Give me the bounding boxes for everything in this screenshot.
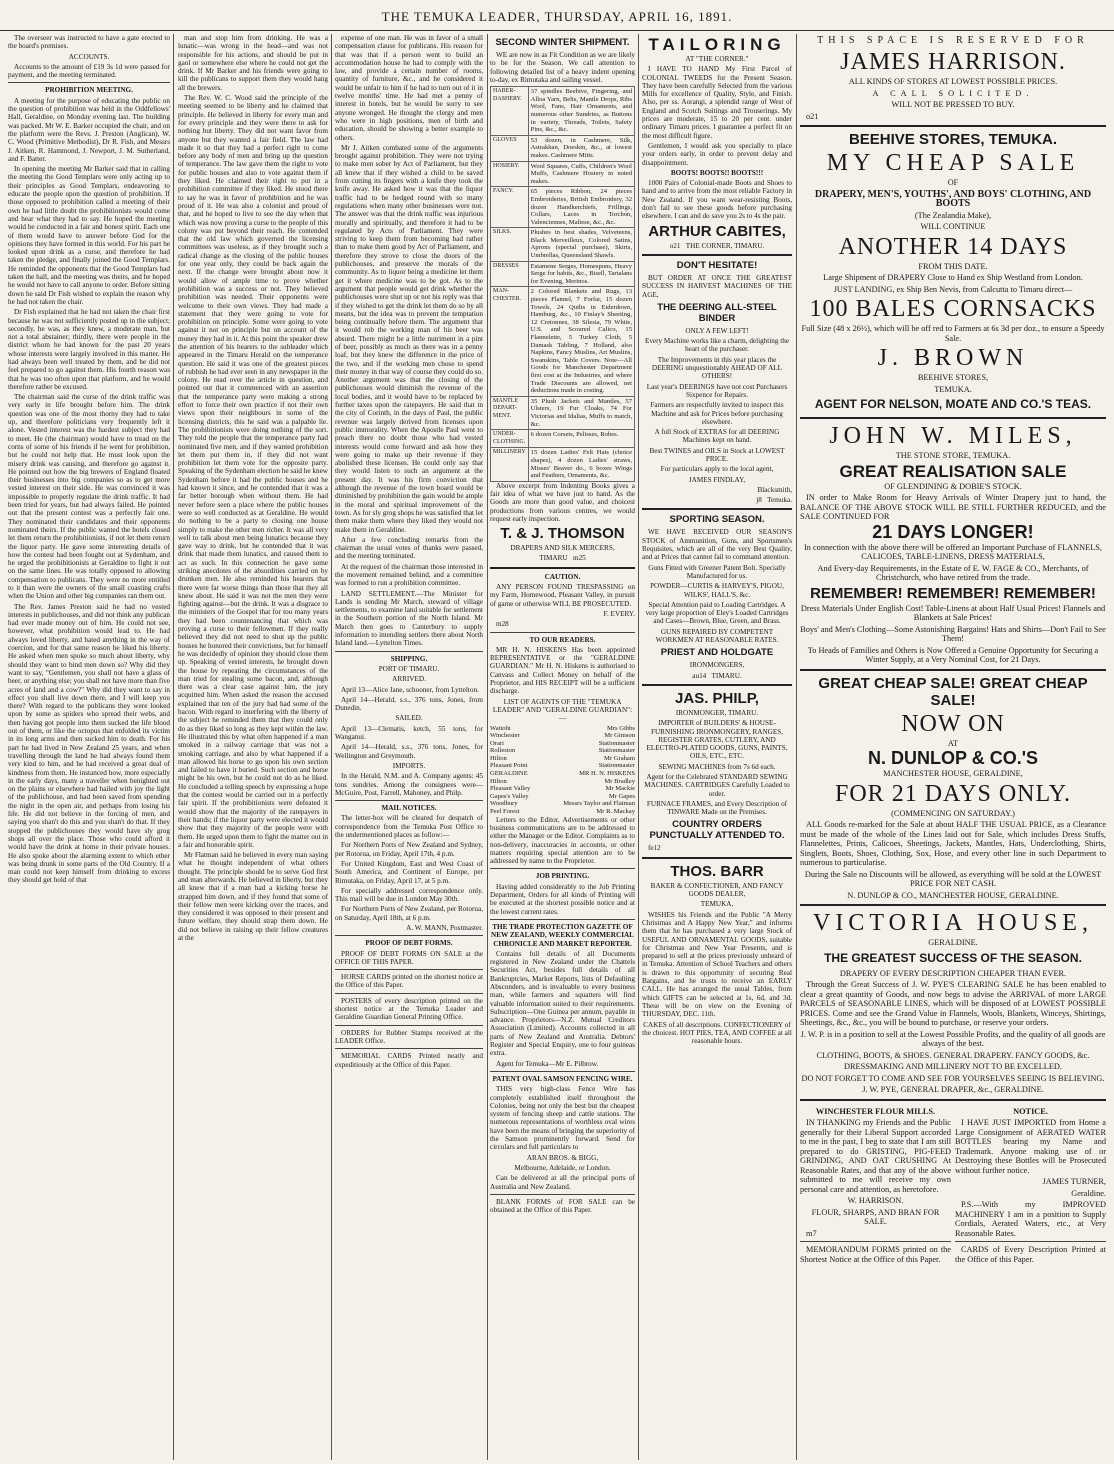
notice-heading: NOTICE. (1013, 1106, 1048, 1116)
agent-row (490, 732, 635, 740)
masthead: THE TEMUKA LEADER, THURSDAY, APRIL 16, 1891. (0, 6, 1114, 31)
shipping-subhead: IMPORTS. (392, 761, 426, 770)
sporting-line: GUNS REPAIRED BY COMPETENT WORKMEN AT REASONABLE RATES. (655, 627, 779, 645)
dunlop-sub: MANCHESTER HOUSE, GERALDINE, (883, 769, 1023, 778)
thomson-name: T. & J. THOMSON (500, 525, 625, 543)
shipment-heading: SECOND WINTER SHIPMENT. (495, 37, 630, 48)
divider (800, 1241, 951, 1242)
deering-line: Best TWINES and OILS in Stock at LOWEST PRICE. (649, 446, 785, 463)
for-21-days: FOR 21 DAYS ONLY. (835, 780, 1071, 807)
agent-name: Mr Gapes (608, 792, 635, 800)
hesitate-body: BUT ORDER AT ONCE THE GREATEST SUCCESS IN HARVEST MACHINES OF THE AGE, (642, 273, 792, 299)
ad-code: o21 (806, 111, 819, 121)
stock-category: MILLINERY (491, 448, 529, 481)
mills-flour: FLOUR, SHARPS, AND BRAN FOR SALE. (811, 1207, 940, 1226)
reserved-line: THIS SPACE IS RESERVED FOR (817, 35, 1089, 46)
ad-code: o21 (669, 241, 681, 250)
mills-sign: W. HARRISON. (847, 1196, 904, 1205)
stock-row (491, 448, 635, 481)
stock-category: DRESSES (491, 261, 529, 287)
brown-town: TEMUKA. (934, 384, 972, 394)
stock-category: GLOVES (491, 135, 529, 161)
tailoring-sub: AT "THE CORNER." (685, 55, 749, 63)
article-paragraph: man and stop him from drinking. He was a lunatic—was wrong in the head—and was not responsible for his actions, and should be put in gaol or somewhere else where he could not get the drink. If Mr Barker and his friends were going to kill the publicans to support them they would hang all the brewers. (178, 34, 328, 92)
mail-entry: For Northern Ports of New Zealand and Sydney, per Rotorua, on Friday, April 17th, 4 p.m. (335, 841, 483, 858)
caution-heading: CAUTION. (544, 572, 581, 581)
pye-line: DRESSMAKING AND MILLINERY NOT TO BE EXCELLED. (844, 1062, 1062, 1071)
victoria-name: VICTORIA HOUSE, (813, 910, 1093, 936)
realisation-body: IN order to Make Room for Heavy Arrivals of Winter Drapery just to hand, the BALANCE OF THE ABOVE STOCK WILL BE STILL FURTHER REDUCED, and the SALE CONTINUED FOR (800, 493, 1106, 521)
stock-details: 65 pieces Ribbon, 24 pieces Embroideries, British Embroidery, 32 dozen Handkerchiefs, Frillings, Collars, Laces in Torchon, Valenciennes, Maltese, &c., &c. (528, 187, 634, 228)
agent-place: Hilton (490, 777, 507, 785)
priest-town-name: TIMARU. (711, 671, 742, 680)
remember-line: To Heads of Families and Others is Now Offered a Genuine Opportunity for Securing a Winter Supply, at a Very Nominal Cost, for 21 Days. (807, 645, 1099, 664)
stock-row (491, 87, 635, 136)
stock-details: 15 dozen Ladies' Felt Hats (choice shapes), 4 dozen Ladies' straws, Misses' Beaver do., 6 boxes Wings and Feathers, Ornaments, &c. (528, 448, 634, 481)
mail-signature: A. W. MANN, Postmaster. (406, 923, 483, 932)
blank-forms-ad: BLANK FORMS of FOR SALE can be obtained at the Office of this Paper. (490, 1197, 635, 1215)
article-heading: PROHIBITION MEETING. (45, 86, 133, 95)
article-paragraph: Dr Fish explained that he had not taken the chair first because he was not sufficiently posted up in the subject; secondly, he was, as they knew, a moderate man, but not a total abstainer; thirdly, there were people in the district whom he had known for the past 20 years whose interests were largely involved in this matter. He had always been well treated by them, and he did not feel prepared to go against them. His fourth reason was that he was too often upon that platform, and he would therefore rather be excused. (8, 308, 170, 391)
stock-category: FANCY. (491, 187, 529, 228)
agent-row (490, 755, 635, 763)
divider (642, 684, 792, 686)
deering-line: The Improvements in this year places the DEERING unquestionably AHEAD OF ALL OTHERS! (651, 355, 783, 381)
mail-entry: The letter-box will be cleared for despatch of correspondence from the Temuka Post Office to the undermentioned places as follow:— (335, 814, 483, 840)
divider (800, 904, 1106, 906)
stock-details: 2 Colored Blankets and Rugs, 13 pieces Flannel, 7 Forfar, 15 dozen Towels, 24 Quilts in Eiderdown, Hamburg, &c., 10 Finlay's Sheeting, 12 Cretonnes, 38 Silesia, 79 White, U.S. and Scoured Calico, 15 Flannelette, 5 Turkey Cloth, 5 Damask Tabling, 7 Holland, also Napkins, Fancy Muslins, Art Muslins, Swanskins, Table Covers. Note—All Goods for Manchester Department first cost at the Industries, and where Trade Discounts are allowed, net deductions made in costing. (528, 287, 634, 396)
mail-entry: For United Kingdom, East and West Coast of South America, and Continent of Europe, per Rimutaka, on Friday, April 17, at 5 p.m. (335, 859, 483, 885)
remember-line: Dress Materials Under English Cost! Table-Linens at about Half Usual Prices! Flannels and Blankets at Sale Prices! (800, 603, 1106, 622)
agent-place: Winchester (490, 732, 520, 740)
divider (335, 935, 483, 936)
philp-line: Agent for the Celebrated STANDARD SEWING MACHINES. CARTRIDGES Carefully Loaded to order. (644, 773, 790, 798)
zealandia-line: (The Zealandia Make), (914, 210, 992, 220)
stock-details: 35 Plush Jackets and Mantles, 57 Ulsters, 19 Fur Cloaks, 74 For Victorias and Idalias, Muffs to match, &c. (528, 396, 634, 429)
stock-row (491, 135, 635, 161)
divider (335, 969, 483, 970)
findlay-sub: Blacksmith, (757, 485, 792, 494)
mills-ad (800, 1105, 951, 1267)
divider (490, 632, 635, 633)
fence-body: THIS very high-class Fence Wire has completely established itself throughout the Colonies, being not only the best but the cheapest system of fencing sheep and cattle stations. The numerous representations of worthless oval wires have been the means of bringing the superiority of the Samson prominently forward. Send for circulars and full particulars to (490, 1085, 635, 1152)
shipping-entry: April 13—Clematis, ketch, 55 tons, for Wanganui. (335, 724, 483, 742)
agent-name: Mr Bradley (604, 777, 635, 785)
divider (335, 800, 483, 801)
notice-body: I HAVE JUST IMPORTED from Home a Large Consignment of AERATED WATER BOTTLES bearing my Name and Trademark. Anyone making use of or Destroying these Bottles will be Prosecuted without further notice. (955, 1118, 1106, 1175)
job-body: Having added considerably to the Job Printing Department, Orders for all kinds of Printing will be executed at the shortest possible notice and at the lowest current rates. (490, 882, 635, 916)
harrison-line: A CALL SOLICITED. (872, 88, 1034, 98)
agent-name: Messrs Taylor and Flatman (563, 800, 635, 808)
agents-heading: LIST OF AGENTS OF THE "TEMUKA LEADER" AND "GERALDINE GUARDIAN":— (492, 697, 633, 723)
dunlop-name: N. DUNLOP & CO.'S (868, 748, 1038, 768)
agent-row (490, 725, 635, 733)
days-longer: 21 DAYS LONGER! (872, 521, 1034, 542)
cornsacks-heading: 100 BALES CORNSACKS (809, 296, 1097, 322)
divider (642, 254, 792, 256)
rubber-stamps-ad: ORDERS for Rubber Stamps received at the LEADER Office. (335, 1028, 483, 1045)
findlay-name: JAMES FINDLAY, (688, 475, 746, 484)
pye-body: Through the Great Success of J. W. PYE'S CLEARING SALE he has been enabled to clear a great quantity of Goods, and now begs to advise the ARRIVAL of more LARGE PARCELS of SEASONABLE LINES, which will be disposed of at LOWEST POSSIBLE PRICES. Come and see the Grand Value in Flannels, Wools, Blankets, Winceys, Shirtings, Sheetings, &c., &c., you will be bound to purchase, or reserve your orders. (800, 980, 1106, 1027)
pye-sign: J. W. PYE, GENERAL DRAPER, &c., GERALDINE. (862, 1085, 1044, 1094)
stock-details: 53 dozen, in Cashmere, Silk, Astrakhan, Doeskin, &c., at lowest makes. Cashmere Mitts. (528, 135, 634, 161)
realisation-heading: GREAT REALISATION SALE (839, 461, 1067, 481)
divider (335, 1025, 483, 1026)
shipping-entry: April 13—Alice Jane, schooner, from Lyttelton. (341, 685, 479, 694)
caution-sign: F. EVERY. (603, 609, 635, 618)
cornsacks-sub: Full Size (48 x 26½), which will be off red to Farmers at 6s 3d per doz., to ensure a Speedy Sale. (801, 324, 1105, 343)
divider (642, 857, 792, 859)
agent-name: Mr Gimson (604, 732, 635, 740)
drapery-line: DRAPERY OF EVERY DESCRIPTION CHEAPER THAN EVER. (839, 968, 1067, 978)
pye-line: CLOTHING, BOOTS, & SHOES. GENERAL DRAPERY. FANCY GOODS, &c. (816, 1050, 1090, 1060)
article-paragraph: expense of one man. He was in favor of a small compensation clause for publicans. His reason for that was that if a person went to build an accommodation house he had to comply with the law, and provide a certain number of rooms, quantity of furniture, &c., and he considered it would be unfair to him if he had to turn out of it in twelve months' time. He had met a penny of interest in hotels, but he would be sorry to see anyone wronged. He thought the clergy and men who were in high positions, men of birth and education, should be showing a better example to others. (335, 34, 483, 142)
agent-name: Mr Graham (604, 754, 635, 762)
beehive-heading: BEEHIVE STORES, TEMUKA. (848, 131, 1058, 148)
mail-entry: For Northern Ports of New Zealand, per Rotorua, on Saturday, April 18th, at 6 p.m. (335, 905, 483, 922)
remember-line: Boys' and Men's Clothing—Some Astonishing Bargains! Hats and Shirts—Don't Fail to See Them! (800, 624, 1106, 643)
column-prohibition-meeting (8, 34, 170, 1460)
column-rule (796, 34, 797, 1460)
of-label: OF (947, 178, 959, 187)
article-paragraph: The overseer was instructed to have a gate erected to the board's premises. (8, 34, 170, 51)
stock-row (491, 161, 635, 187)
horse-cards-ad: HORSE CARDS printed on the shortest notice at the Office of this Paper. (335, 973, 483, 990)
priest-sub: IRONMONGERS, (689, 661, 745, 670)
barr-name: THOS. BARR (670, 862, 764, 880)
bottom-ads (800, 1105, 1106, 1267)
harrison-name: JAMES HARRISON. (840, 49, 1066, 75)
article-paragraph: The Rev. W. C. Wood said the principle of the meeting seemed to be liberty and he claimed that principle. He believed in liberty for every man and for every principle and they were there to ask for nothing but liberty. They did not want favor from anyone but they wanted a fair field. The law had made it so that they had a perfect right to come before any body of men and bring up the question of temperance. The law gave them the right to vote for public houses and also to vote against them if they liked. He claimed their right to put in a prohibition committee if they liked. He stood there to say he was in favor of prohibition and he was proud of it. He was also a colonist and proud of that, and he hoped to live to see the day when that which was now proving a curse to the people of this colony was put beyond their reach. He contended that the old law which governed the licensing committees was useless, as if they brought such a radical change as the closing of the public houses for one year only, they could be back again the next. If the change were brought about now it would allow of ample time to prove whether prohibition was a success or not. They believed prohibition was needed. Their opponents were welcome to their own views. They had made a statement that they were going to vote for prohibition on principle. Some were going to vote against it not on principle but on account of the money they had in it. At this point the speaker drew the attention of his hearers to the subleader which appeared in the Timaru Herald on the temperance question. He said it was one of the greatest pieces of rubbish he had ever seen in any newspaper in the colony. He read over the article in question, and pointed out that it commenced with an assertion that the temperance party were making a strong effort to force their own practice if not their own views upon their neighbours in some of the licensing districts, this he said was a palpable lie. The prohibitionists were doing nothing of the sort. They told the people that the temperance party had nominated five men, and if they wanted prohibition let them put them in, if they did not want prohibition let them vote for the opposite party. Speaking of the Sydenham election he said he knew Sydenham before it had the public houses and he had known it since, and he contended that it was a far better borough when without them. He had never before seen a place where the public houses were so well conducted as at Geraldine. He would do nothing to be a party to closing one house simply to make the other men richer. It was all very well to talk about men being lunatics because they gave way to drink, but he contended that it was drink that made them lunatics, and caused them to act as such. In this connection he gave some striking anecdotes of the absurdities carried on by drunken men. He also reminded his hearers that there were far worse things than those that they all knew about. He said it was not the men they were fighting against—but the drink. It was a disgrace to the ministers of the Gospel that for too many years they had been countenancing that which was proving a curse to their fellowmen. If they really believed they did not need to shut up the public houses he honored their convictions, but for himself he was decidedly of opinion they should close them up. Speaking of vested interests, he brought down the house by repeating the circumstances of the man tried for stealing some bacon, and, although there was a clear case against him, the jury acquitted him. When asked the reason the accused explained that ten of the jury had had some of the bacon. With regard to interfering with the liberty of the subject he reminded them that they could only do as they liked so long as they kept within the law. He illustrated this by what often happened if a man smoked in a railway carriage that was not a smoking carriage, and also by what happened if a man allowed his horse to go upon his own section and failed to have it buried. Such section and horse might be his own, but he could not do as he liked. He concluded a telling speech by expressing a hope that the contest would be carried out in a perfectly fair spirit. If the prohibitionists were defeated it would show that the majority of the ratepayers in their hands; if the liquor party were elected it would show that they majority of the people were with them. He urged upon them to fight the matter out in a fair and honorable spirit. (178, 94, 328, 849)
article-paragraph: The chairman said the curse of the drink traffic was very early in life brought before him. The drink question was one of the most thorny they had to take up, and therefore politicians very frequently left it alone. Vested interest was the hardest subject they had to meet. He (the chairman) would have to tread on the corns of some of his friends if he went for prohibition, but he could not help that. He must look upon the misery drink was causing, and therefore go against it. He pointed out how the big brewers of England floated their businesses into big companies so as to get more vested interest on their side. He was convinced it was impossible to properly regulate the drink traffic. It had been tried for years, but had always failed. He pointed out that the present contest was a perfectly fair one. They nominated their candidates and their opponents nominated theirs. If the public wanted the hotels closed let them return the prohibitionists, if not let them return the liquor party. He gave some interesting details of how the contest had been fought out at Sydenham, and he urged the prohibitionists at Geraldine to fight it out on the same lines. He was totally opposed to allowing compensation to publicans. They were no more entitled to it than were the owners of the small coasting crafts when the Union and other big companies ran them out. (8, 393, 170, 601)
barr-cakes: CAKES of all descriptions. CONFECTIONERY of the choicest. HOT PIES, TEA, AND COFFEE at all reasonable hours. (642, 1020, 792, 1046)
article-paragraph: Mr J. Aitken combated some of the arguments brought against prohibition. They were not trying to make men sober by Act of Parliament, but they all knew that if they wished a child to be saved from cutting its fingers with a knife they took the knife away. He asked how it was that the liquor traffic had to be hedged round with so many regulations when many other businesses were not. The answer was that the drink traffic was injurious morally and spiritually, and therefore it had to be regulated by Acts of Parliament. They were striving to keep them from becoming bad rather than to make them good by Act of Parliament, and therefore they strove to close the doors of the publichouses, and preserve the morals of the community. As to liquor being a medicine let them get it where medicine was to be got. As to the argument that people would get drink whether the publichouses were shut up or not his reply was that if they wished to get the drink let them do so by all means, but the idea was to prevent the temptation being continually before them. The argument that it would rob the working man of his beer was absurd. There might be a little nutriment in a pint of beer, possibly as much as there was in a penny loaf, but they knew the difference in the price of the two, and if the working men chose to spend their money in that way of course they could do so. Another argument was that the closing of the publichouses would diminish the revenue of the local bodies, and it would have to be replaced by further taxes upon the ratepayers. He said that in the city of Corinth, in the days of Paul, the public revenue was largely derived from licenses upon public immorality. When the Apostle Paul went to preach there no doubt those who had vested interests would come forward and ask how they were going to make up their revenue if they abolished these licenses. He could only say that they would listen to such an argument at the present day. It was his firm conviction that although the revenue of the town board would be diminished by prohibition the gain would be ample in the moral and spiritual improvement of the town. As for sly grog shops he was satisfied that let them make them where they liked they would not make them in Geraldine. (335, 143, 483, 534)
stock-details: Estamene Serges, Homespuns, Heavy Serge for habits, &c., Bisell, Tartalans for Evening, Merinos. (528, 261, 634, 287)
agent-place: Gapes's Valley (490, 792, 529, 800)
continue-line: WILL CONTINUE (920, 222, 986, 231)
agent-place: Pleasant Point (490, 762, 528, 770)
article-paragraph: LAND SETTLEMENT.—The Minister for Lands is sending Mr March, steward of village settlements, to examine land suitable for settlement in the Southern portion of the North Island. Mr March then goes to Canterbury to supply information to intending settlers there about North Island land.—Lyttelton Times. (335, 589, 483, 648)
shipping-entry: April 14—Herald, s.s., 376 tons, Jones, for Wellington and Greymouth. (335, 743, 483, 760)
thomson-sub: DRAPERS AND SILK MERCERS, (510, 544, 615, 553)
ad-code: j8 (756, 496, 762, 505)
fence-heading: PATENT OVAL SAMSON FENCING WIRE. (492, 1074, 633, 1083)
dunlop-note: During the Sale no Discounts will be allowed, as everything will be sold at the LOWEST PRICE FOR NET CASH. (804, 869, 1102, 888)
agent-name: Stationmaster (598, 739, 635, 747)
thomson-town-name: TIMARU (539, 554, 568, 563)
agent-place: Pleasant Valley (490, 785, 531, 793)
agent-row (490, 770, 635, 778)
cabites-address: THE CORNER, TIMARU. (685, 241, 765, 250)
divider (800, 1099, 1106, 1101)
cabites-name: ARTHUR CABITES, (648, 222, 786, 240)
memorial-cards-ad: MEMORIAL CARDS Printed neatly and expeditiously at the Office of this Paper. (335, 1052, 483, 1069)
divider (800, 125, 1106, 127)
agent-name: Stationmaster (598, 747, 635, 755)
stock-details: 6 dozen Corsets, Pelisses, Robes. (528, 430, 634, 448)
tailoring-body: I HAVE TO HAND My First Parcel of COLONIAL TWEEDS for the Present Season. They have been carefully Selected from the various Mills for excellence of Quality, Style, and Finish. Also, per ss. Aorangi, a splendid range of West of England and Scotch Suitings and Trouserings. My prices are moderate, 15 to 20 per cent. under ordinary Timaru prices. I guarantee a perfect fit on the most difficult figure. (642, 65, 792, 140)
barr-town: TEMUKA, (700, 900, 734, 909)
agent-row (490, 808, 635, 816)
stock-table (490, 86, 635, 482)
agent-row (490, 740, 635, 748)
turner-ad (955, 1105, 1106, 1267)
victoria-ad (800, 910, 1106, 1095)
agent-row (490, 778, 635, 786)
agent-name: Mr Mackie (605, 785, 635, 793)
fence-place: Melbourne, Adelaide, or London. (514, 1163, 611, 1172)
findlay-town (642, 496, 792, 504)
trade-body: Contains full details of all Documents registered in New Zealand under the Chattels Securities Act, besides full details of all Bankruptcies, Market Reports, lists of Defaulting Absconders, and is invaluable to every business man, while farmers and squatters will find valuable information suited to their requirements. Subscription—One Guinea per annum, payable in advance. Proprietors—N.Z. Mutual Creditors Association (Limited). Accounts collected in all parts of New Zealand and Australia. Debtors' Register and Special Enquiry, one to four guineas extra. (490, 949, 635, 1058)
shipping-entry: In the Herald, N.M. and A. Company agents: 45 tons sundries. Among the consignees were—McGuire, Post, Farrell, Mahoney, and Philp. (335, 772, 483, 797)
column-rule (331, 34, 332, 1460)
tailoring-body: Gentlemen, I would ask you specially to place your orders early, in order to prevent delay and disappointment. (642, 141, 792, 167)
philp-name: JAS. PHILP, (675, 689, 759, 707)
stock-details: Plushes in best shades, Velveteens, Black Merveilleux, Colored Satins, Aprons (special purchase), Skirts, Umbrellas, Queensland Shawls. (528, 228, 634, 261)
agent-row (490, 793, 635, 801)
deering-sub: ONLY A FEW LEFT! (685, 326, 749, 335)
notice-sign: JAMES TURNER, (1042, 1177, 1106, 1186)
divider (490, 868, 635, 869)
greatest-success: THE GREATEST SUCCESS OF THE SEASON. (824, 950, 1082, 965)
stock-category: MANTLE DEPART-MENT. (491, 396, 529, 429)
deering-line: For particulars apply to the local agent, (660, 465, 774, 474)
stock-details: Wool Squares, Cuffs, Children's Wool Muffs, Cashmere Hosiery in noted makes. (528, 161, 634, 187)
caution-body: ANY PERSON FOUND TRESPASSING on my Farm, Homewood, Pleasant Valley, in pursuit of game or otherwise WILL BE PROSECUTED. (490, 583, 635, 608)
brown-agent: AGENT FOR NELSON, MOATE AND CO.'S TEAS. (814, 397, 1092, 411)
fence-note: Can be delivered at all the principal ports of Australia and New Zealand. (490, 1174, 635, 1191)
deering-line: Last year's DEERINGS have not cost Purchasers Sixpence for Repairs. (646, 382, 788, 399)
ad-code: au14 (692, 671, 707, 680)
shipping-subhead: ARRIVED. (392, 675, 426, 684)
article-paragraph: The Rev. James Preston said he had no vested interests in publichouses, and did not think any publican had ever made money out of him. He could not see, however, what prohibition would lead to. He had always loved liberty, and hated anything in the way of coercion, and for that same reason he liked his liberty. He asked when men spoke so much about liberty, why should they want to bind men down so? Why did they want to say, "Gentlemen, you shall not have a glass of beer, or anything else; you shall not have more than five acres of land and a cow?" Why did they want to say in effect you shall live down there, and I will keep you there? With regard to the publicans they were looked upon by some as spiders who spread their webs, and then having got people into them sucked the life blood out of them, or like the octopus that enfolded its victim in its long arms and then sucked him to death. For his part he had lived in New Zealand 25 years, and when travelling through the land he had always found them very kind to him, and he had received a great deal of kindness from them. He instanced how, more especially in the early days, many a traveller when benighted out on the plains or elsewhere had hailed with joy the light of the publichouse, and had been saved from spending the night in the open air, and perhaps from losing his life. He did not believe in the forcing of men, and saying you shan't do this and you shan't do that. If they stopped the publichouses they would have sly grog shops all over the place. Those who could afford it would have the drink at home in their private houses. He also spoke about the alarming extent to which ether was being drunk in some parts of the Old Country. If a man could not keep himself from drinking to excess they should get hold of that (8, 602, 170, 885)
stock-row (491, 261, 635, 287)
sporting-heading: SPORTING SEASON. (669, 514, 765, 526)
agent-name: Stationmaster (598, 762, 635, 770)
mills-heading: WINCHESTER FLOUR MILLS. (815, 1106, 936, 1116)
brown-sub: BEEHIVE STORES, (917, 373, 989, 382)
deering-line: A full Stock of EXTRAS for all DEERING Machines kept on hand. (654, 428, 780, 445)
agent-row (490, 762, 635, 770)
mail-heading: MAIL NOTICES. (381, 804, 437, 813)
from-date: FROM THIS DATE. (918, 261, 988, 271)
stock-row (491, 287, 635, 396)
shipping-heading: SHIPPING. (390, 654, 428, 663)
stock-category: MAN-CHESTER. (491, 287, 529, 396)
harrison-ad (800, 34, 1106, 121)
another-days: ANOTHER 14 DAYS (838, 233, 1068, 260)
mail-entry: For specially addressed correspondence only. This mail will be due in London May 30th. (335, 886, 483, 904)
memo-ad: MEMORANDUM FORMS printed on the Shortest Notice at the Office of this Paper. (800, 1245, 951, 1264)
miles-ad (800, 423, 1106, 665)
agent-row (490, 785, 635, 793)
stock-row (491, 228, 635, 261)
barr-body: WISHES his Friends and the Public "A Merry Christmas and A Happy New Year," and informs them that he has purchased a very large Stock of USEFUL AND ORNAMENTAL GOODS, suitable for Christmas and New Year Presents, and is prepared to sell at the prices previously unheard of in Temuka. Attention of School Teachers and others is drawn to this opportunity of securing Real Bargains, and he trusts to receive an EARLY CALL. He has arranged the usual Tables, from which GIFTS can be selected at 1s, 6d, and 3d. These will be on view on the Evening of THURSDAY, DEC. 11th. (642, 910, 792, 1019)
readers-heading: TO OUR READERS. (529, 635, 596, 644)
agent-name: Mr R. Mackay (596, 808, 635, 816)
stock-details: 37 spindles Beehive, Fingering, and Alloa Yarn, Belts, Mantle Drops, Ribs Wool, Fans, Hair Ornaments, and numerous other Sundries, as Buttons in variety, Threads, Toilets, Safety Pins, &c., &c. (528, 87, 634, 136)
subheading: ACCOUNTS. (68, 52, 110, 61)
divider (335, 651, 483, 652)
column-rule (487, 34, 488, 1460)
realisation-body: In connection with the above there will be offered an Important Purchase of FLANNELS, CALICOES, TABLE-LINENS, DRESS MATERIALS, (804, 542, 1102, 561)
drapery-line: DRAPERY, MEN'S, YOUTHS', AND BOYS' CLOTHING, AND BOOTS (814, 188, 1092, 209)
harrison-line: ALL KINDS OF STORES AT LOWEST POSSIBLE PRICES. (848, 77, 1058, 86)
country-orders: COUNTRY ORDERS PUNCTUALLY ATTENDED TO. (649, 819, 785, 842)
article-paragraph: A meeting for the purpose of educating the public on the question of prohibition was held in the Oddfellows' Hall, Geraldine, on Monday evening last. The building was packed. Mr W. E. Barker occupied the chair, and on the platform were the Revs. J. Preston (Anglican), W. C. Wood (Primitive Methodist), Dr R. Fish, and Messrs J. Aitken, R. Hammond, J. Newport, J. M. Sutherland, and F. Batter. (8, 96, 170, 163)
agent-row (490, 747, 635, 755)
tailoring-heading: TAILORING (648, 35, 786, 54)
divider (800, 669, 1106, 671)
article-paragraph: After a few concluding remarks from the chairman the usual votes of thanks were passed, and the meeting terminated. (335, 535, 483, 561)
now-on: NOW ON (901, 710, 1005, 737)
shipping-subhead: SAILED. (395, 714, 423, 723)
agent-place: Rolleston (490, 747, 516, 755)
divider (642, 508, 792, 510)
column-rule (638, 34, 639, 1460)
stock-row (491, 187, 635, 228)
posters-ad: POSTERS of every description printed on the shortest notice at the Temuka Leader and Geraldine Guardian General Printing Office. (335, 996, 483, 1022)
cards-ad: CARDS of Every Description Printed at the Office of this Paper. (955, 1245, 1106, 1264)
shipping-port: PORT OF TIMARU. (378, 664, 440, 673)
agent-place: Orari (490, 739, 504, 747)
stock-category: HOSIERY. (491, 161, 529, 187)
shipment-outro: Above excerpt from Indenting Books gives a fair idea of what we have just to hand. As the Goods are more than good value, and choicest productions from various centres, we would request early inspection. (490, 481, 635, 523)
landing-line: JUST LANDING, ex Ship Ben Nevis, from Calcutta to Timaru direct— (833, 284, 1073, 294)
agent-place: Waitohi (490, 724, 511, 732)
priest-name: PRIEST AND HOLDGATE (660, 647, 774, 659)
divider (800, 417, 1106, 419)
sporting-line: Guns Fitted with Greener Patent Bolt. Specially Manufactured for us. (648, 563, 786, 580)
deering-heading: THE DEERING ALL-STEEL BINDER (657, 301, 777, 324)
divider (335, 1048, 483, 1049)
sporting-line: POWDER—CURTIS & HARVEY'S, PIGOU, WILKS', HALL'S, &c. (650, 582, 784, 599)
harrison-line: WILL NOT BE PRESSED TO BUY. (891, 100, 1015, 109)
proof-ad: PROOF OF DEBT FORMS ON SALE at the OFFICE OF THIS PAPER. (335, 949, 483, 966)
column-news-shipping (335, 34, 483, 1460)
stock-category: HABER-DASHERY. (491, 87, 529, 136)
divider (8, 82, 170, 83)
article-paragraph: At the request of the chairman those interested in the movement remained behind, and a committee was formed to run a prohibition committee. (335, 562, 483, 588)
findlay-town-name: Temuka. (767, 496, 792, 505)
shipping-entry: April 14—Herald, s.s., 376 tons, Jones, from Dunedin. (335, 695, 483, 713)
divider (490, 567, 635, 569)
proof-heading: PROOF OF DEBT FORMS. (365, 939, 453, 948)
philp-line: FURNACE FRAMES, and Every Description of TINWARE Made on the Premises. (646, 799, 788, 817)
miles-sub: THE STONE STORE, TEMUKA. (895, 451, 1011, 460)
at-label: AT (947, 738, 959, 748)
great-cheap-heading: GREAT CHEAP SALE! GREAT CHEAP SALE! (818, 674, 1088, 709)
ad-code: m28 (496, 620, 509, 629)
deering-line: Every Machine works like a charm, delighting the heart of the purchaser. (644, 337, 790, 354)
ad-code: fe12 (648, 844, 661, 853)
fence-firm: ARAN BROS. & BIGG, (526, 1153, 599, 1162)
stock-row (491, 430, 635, 448)
priest-town (642, 672, 792, 680)
agent-row (490, 800, 635, 808)
job-heading: JOB PRINTING. (535, 872, 590, 881)
dunlop-ad (800, 675, 1106, 901)
boots-body: 1000 Pairs of Colonial-made Boots and Shoes to hand and to arrive from the most reliable Factory in New Zealand. If you want wear-resisting Boots, don't fail to see these goods before purchasing elsewhere. I can and do save you 2s to 4s the pair. (642, 179, 792, 221)
trade-agent: Agent for Temuka—Mr E. Pilbrow. (496, 1059, 599, 1068)
philp-line: IMPORTER of BUILDERS' & HOUSE-FURNISHING IRONMONGERY, RANGES, REGISTER GRATES, CUTLERY, AND ELECTRO-PLATED GOODS, GUNS, PAINTS, OILS, ETC., ETC. (646, 719, 788, 761)
hesitate-heading: DON'T HESITATE! (676, 259, 758, 271)
dunlop-sign: N. DUNLOP & CO., MANCHESTER HOUSE, GERALDINE. (847, 890, 1059, 900)
divider (335, 993, 483, 994)
divider (490, 1194, 635, 1195)
philp-sub: IRONMONGER, TIMARU. (675, 708, 759, 717)
column-meeting-continued (178, 34, 328, 1460)
beehive-ad (800, 131, 1106, 413)
miles-name: JOHN W. MILES, (829, 423, 1077, 449)
barr-sub: BAKER & CONFECTIONER, AND FANCY GOODS DEALER, (650, 881, 784, 899)
trade-heading: THE TRADE PROTECTION GAZETTE OF NEW ZEALAND, WEEKLY COMMERCIAL CHRONICLE AND MARKET REPORTER. (491, 922, 634, 948)
remember-heading: REMEMBER! REMEMBER! REMEMBER! (810, 584, 1096, 602)
philp-line: SEWING MACHINES from 7s 6d each. (658, 762, 776, 771)
column-thomson-ads (490, 34, 635, 1460)
stock-category: UNDER-CLOTHING. (491, 430, 529, 448)
agent-place: Woodbury (490, 800, 518, 808)
thomson-town (490, 554, 635, 562)
ad-code: m25 (572, 554, 586, 563)
agent-place: GERALDINE (490, 770, 528, 778)
article-paragraph: In opening the meeting Mr Barker said that in calling the meeting the Good Templars were only acting up to their principles as Good Templars, endeavoring to educate the people upon the question of prohibition. If those opposed to prohibition called a meeting of their own he had little doubt the prohibitionists would come and hear what they had to say. He hoped the meeting would be conducted in a fair and honest spirit. Each one of them would have to answer before God for the opinions they have formed in this world. For his part he looked upon drink as a curse, and therefore he had taken the pledge, and finally joined the Good Templars. He reminded the opponents that the Good Templars had taken the hall, and the meeting was theirs, and he hoped he would not have to call anyone to order. Before sitting down he said Dr Fish wished to explain the reason why he had not taken the chair. (8, 165, 170, 306)
commencing-line: (COMMENCING ON SATURDAY.) (891, 808, 1015, 818)
agent-place: Peel Forest (490, 808, 520, 816)
column-display-ads (800, 34, 1106, 1460)
ship-note: Large Shipment of DRAPERY Close to Hand ex Ship Westland from London. (823, 273, 1083, 282)
deering-line: Farmers are respectfully invited to inspect this Machine and ask for Prices before purchasing elsewhere. (650, 401, 784, 426)
agent-place: Hilton (490, 754, 507, 762)
agent-name: MR H. N. HISKENS (579, 770, 635, 778)
column-rule (173, 34, 174, 1460)
pye-line: J. W. P. is in a position to sell at the Lowest Possible Profits, and the quality of all goods are always of the best. (800, 1029, 1106, 1048)
sporting-body: WE HAVE RECEIVED OUR SEASON'S STOCK of Ammunition, Guns, and Sportsmen's Requisites, which are all of the very Best Quality, and at Prices that cannot fail to command attention. (642, 528, 792, 562)
column-trade-ads (642, 34, 792, 1460)
article-paragraph: Accounts to the amount of £19 3s 1d were passed for payment, and the meeting terminated. (8, 62, 170, 80)
divider (490, 1071, 635, 1072)
letters-note: Letters to the Editor, Advertisements or other business communications are to be addressed to either the Manager or the Editor. Complaints as to non-delivery, inaccuracies in accounts, or other matters requiring special attention are to be addressed by name to the Proprietor. (490, 815, 635, 866)
stock-row (491, 396, 635, 429)
sporting-line: Special Attention paid to Loading Cartridges. A very large proportion of Eley's Loaded Cartridges and Cases—Brown, Blue, Green, and Brass. (645, 600, 789, 626)
notice-town: Geraldine. (1071, 1188, 1106, 1198)
pye-line: DO NOT FORGET TO COME AND SEE FOR YOURSELVES SEEING IS BELIEVING. (801, 1073, 1105, 1083)
realisation-sub: OF GLENDINING & DOBIE'S STOCK. (884, 481, 1022, 491)
brown-name: J. BROWN (877, 345, 1029, 371)
realisation-body: And Every-day Requirements, in the Estate of E. W. FAGE & CO., Merchants, of Christchurch, who have retired from the trade. (817, 563, 1089, 582)
divider (490, 919, 635, 920)
shipment-intro: WE are now in as Fit Condition as we are likely to be for the Season. We call attention to following detailed list of a heavy indent opening to-day, ex Rimutaka and sailing vessel. (490, 51, 635, 84)
cabites-sub (642, 242, 792, 250)
notice-ps: P.S.—With my IMPROVED MACHINERY I am in a position to Supply Cordials, Aerated Waters, etc., at Very Reasonable Rates. (955, 1200, 1106, 1238)
agents-table (490, 725, 635, 816)
divider (955, 1241, 1106, 1242)
article-paragraph: Mr Flatman said he believed in every man saying what he thought independent of what others thought. The principle should be to serve God first and man afterwards. He believed in liberty, but they all knew that if a man had a kicking horse he strapped him down, and if they found that some of their fellow men were kicking over the traces, and they considered it was opposed to their present and future welfare, they should strap them down. He did not believe in raising up their fellow creatures at the (178, 851, 328, 943)
dunlop-body: ALL Goods re-marked for the Sale at about HALF THE USUAL PRICE, as a Clearance must be made of the whole of the Lines laid out for Sale, which includes Dress Stuffs, Flannelettes, Prints, Calicoes, Sheetings, Jackets, Mantles, Hats, Underclothing, Shirts, Singlets, Boots, Shoes, Clothing, Sox, Hose, and every other line in such Department to numerous to particularise. (800, 820, 1106, 867)
boots-heading: BOOTS! BOOTS!! BOOTS!!! (670, 168, 764, 177)
victoria-sub: GERALDINE. (928, 938, 978, 947)
readers-body: MR H. N. HISKENS Has been appointed REPRESENTATIVE or the "GERALDINE GUARDIAN." Mr H. N. Hiskens is authorised to Canvass and Collect Money on behalf of the Proprietor, and HIS RECEIPT will be a sufficient discharge. (490, 645, 635, 696)
stock-category: SILKS. (491, 228, 529, 261)
cheap-sale-heading: MY CHEAP SALE (826, 150, 1080, 176)
agent-name: Mrs Gibbs (606, 724, 635, 732)
ad-code: m7 (806, 1228, 817, 1238)
mills-body: IN THANKING my Friends and the Public generally for their Liberal Support accorded to me in the past, I beg to state that I am still prepared to do GRISTING, PIG-FEED GRINDING, AND OAT CRUSHING At Reasonable Rates, and that any of the above submitted to me will receive my own personal care and attention, as heretofore. (800, 1118, 951, 1194)
